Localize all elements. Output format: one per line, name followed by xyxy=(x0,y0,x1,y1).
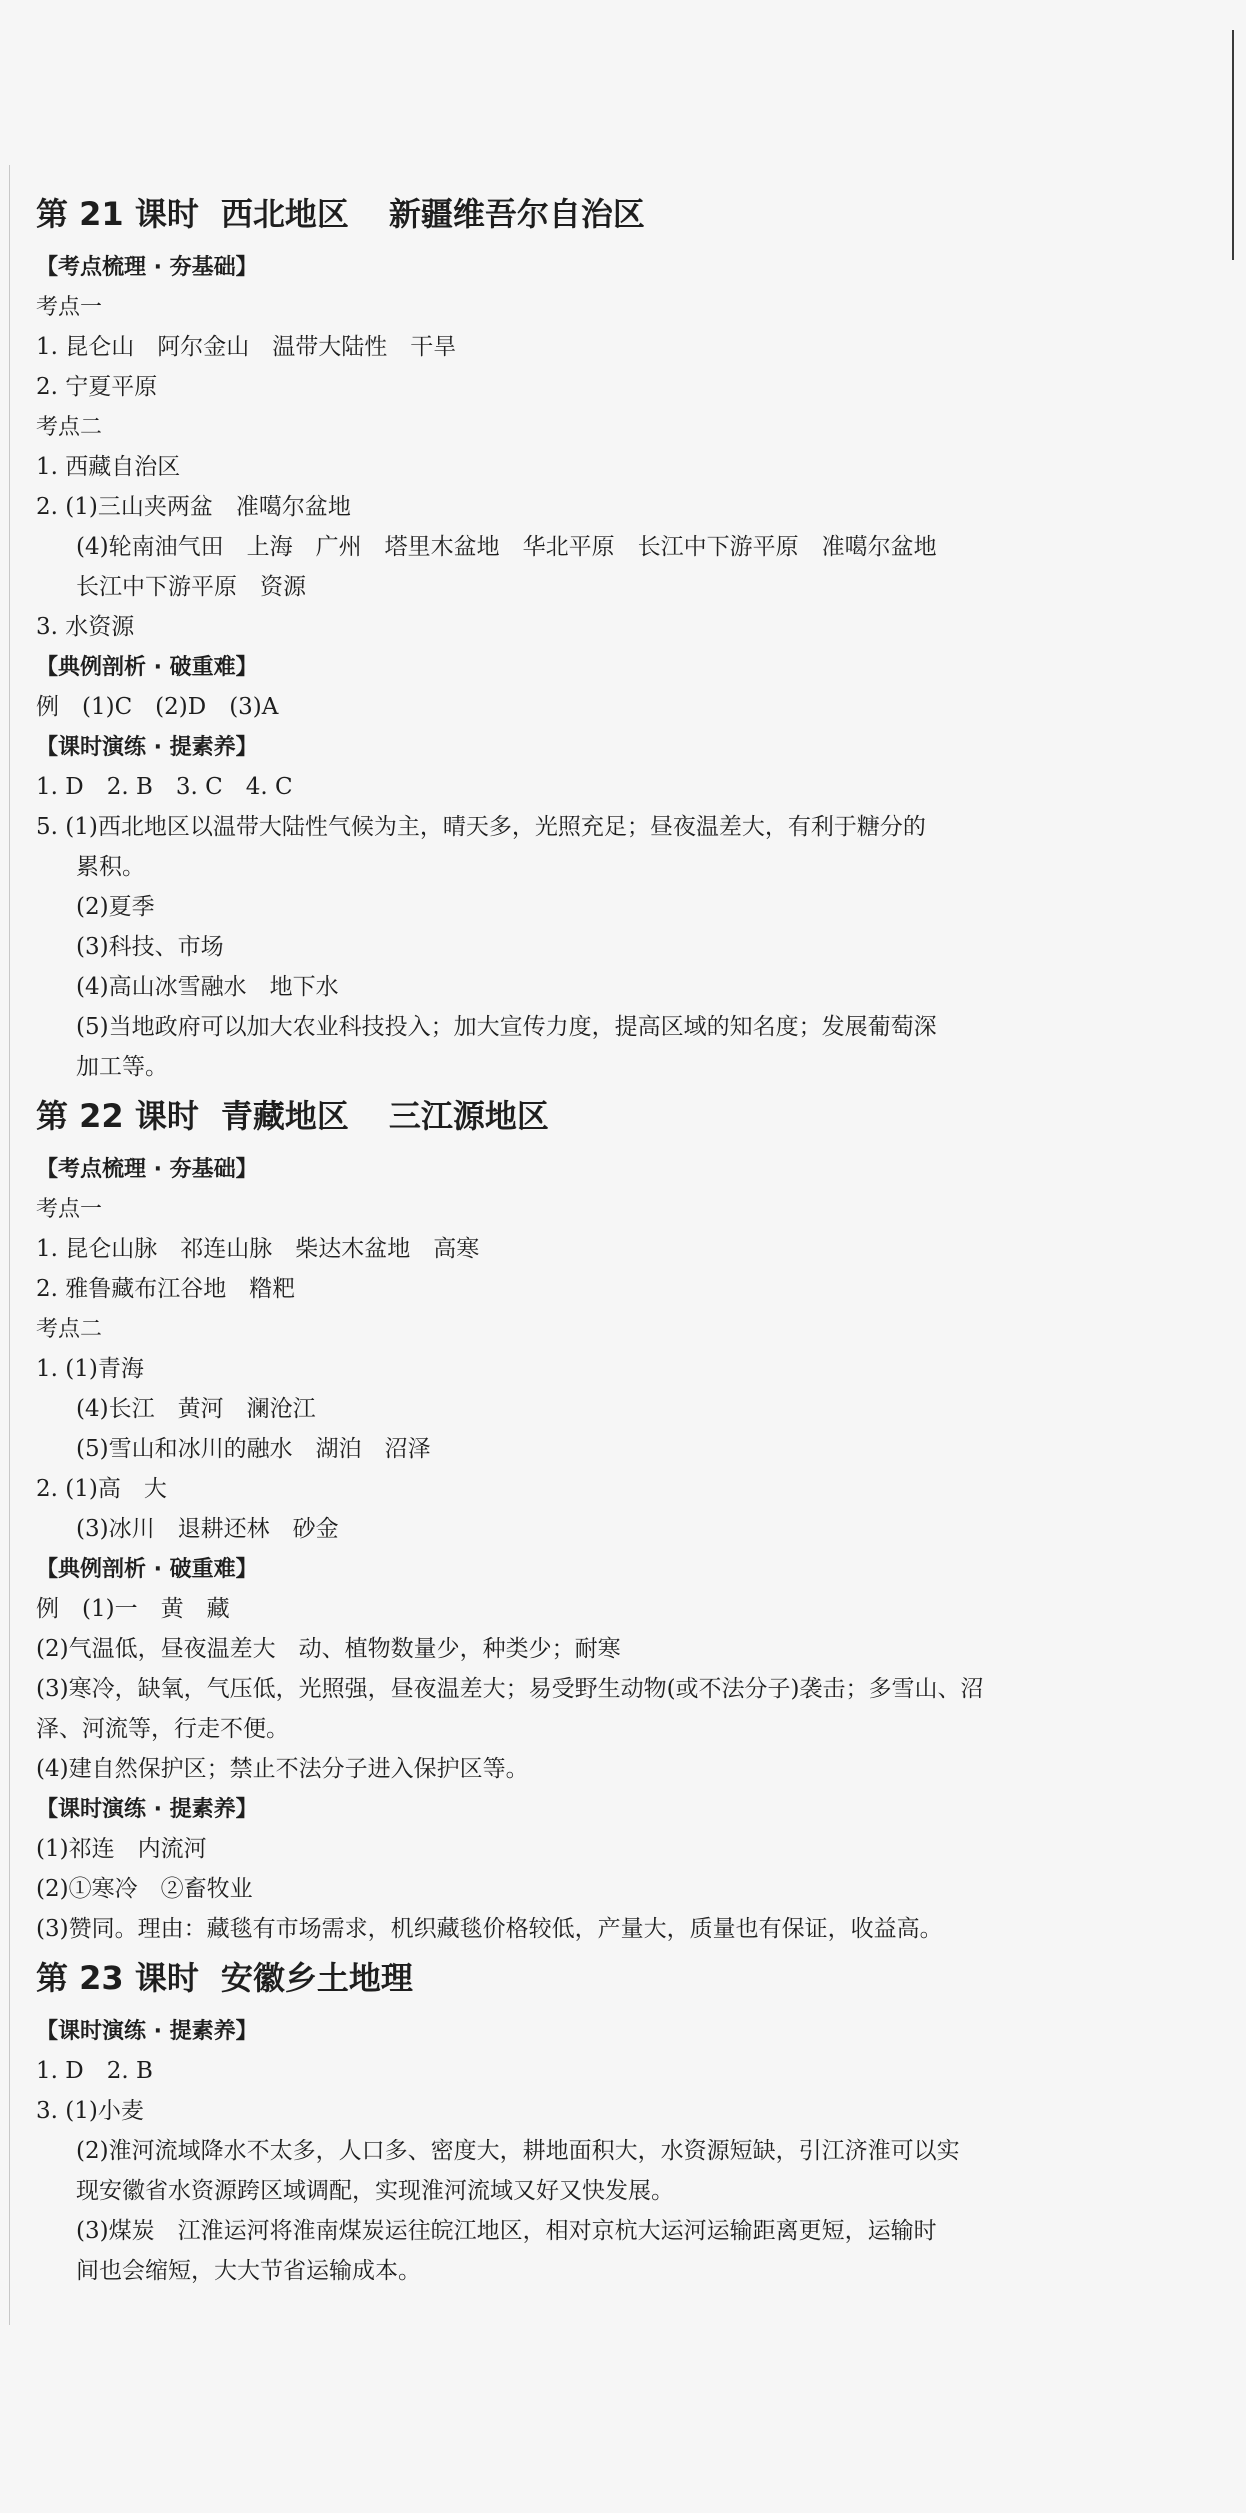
answer-line xyxy=(36,1709,1196,1749)
line-text: (3)寒冷，缺氧，气压低，光照强，昼夜温差大；易受野生动物(或不法分子)袭击；多雪山、沼 xyxy=(36,1676,984,1702)
line-text: 【课时演练 · 提素养】 xyxy=(36,2019,258,2044)
lesson-23-title: 安徽乡土地理 xyxy=(220,1959,413,1997)
line-text: 1. D 2. B xyxy=(36,2058,153,2084)
lesson-22-lines xyxy=(36,1149,1196,1949)
subsection-label xyxy=(36,407,1196,447)
line-text: 间也会缩短，大大节省运输成本。 xyxy=(76,2258,421,2284)
answer-line xyxy=(36,1349,1196,1389)
lesson-23-number: 第 23 课时 xyxy=(36,1959,199,1997)
answer-line xyxy=(36,447,1196,487)
line-text: (2)①寒冷 ②畜牧业 xyxy=(36,1876,253,1902)
line-text: (2)夏季 xyxy=(76,894,155,920)
lesson-21-lines xyxy=(36,247,1196,1087)
page-edge-rule xyxy=(1232,30,1234,260)
line-text: 【考点梳理 · 夯基础】 xyxy=(36,255,258,280)
line-text: 1. (1)青海 xyxy=(36,1356,144,1382)
answer-line xyxy=(36,1869,1196,1909)
answer-line xyxy=(36,1829,1196,1869)
answer-line-indented xyxy=(36,1047,1196,1087)
answer-line-indented xyxy=(36,2131,1196,2171)
line-text: (2)淮河流域降水不太多，人口多、密度大，耕地面积大，水资源短缺，引江济淮可以实 xyxy=(76,2138,960,2164)
line-text: (1)祁连 内流河 xyxy=(36,1836,207,1862)
subsection-label xyxy=(36,1189,1196,1229)
answer-line-indented xyxy=(36,1509,1196,1549)
line-text: 【课时演练 · 提素养】 xyxy=(36,735,258,760)
line-text: 1. D 2. B 3. C 4. C xyxy=(36,774,293,800)
line-text: (5)当地政府可以加大农业科技投入；加大宣传力度，提高区域的知名度；发展葡萄深 xyxy=(76,1014,937,1040)
section-tag xyxy=(36,2011,1196,2051)
line-text: (4)建自然保护区；禁止不法分子进入保护区等。 xyxy=(36,1756,529,1782)
answer-line-indented xyxy=(36,847,1196,887)
line-text: 2. (1)三山夹两盆 准噶尔盆地 xyxy=(36,494,351,520)
lesson-22-number: 第 22 课时 xyxy=(36,1097,199,1135)
line-text: 加工等。 xyxy=(76,1054,168,1080)
answer-line xyxy=(36,687,1196,727)
line-text: 2. 宁夏平原 xyxy=(36,374,158,400)
line-text: 长江中下游平原 资源 xyxy=(76,574,306,600)
line-text: 2. 雅鲁藏布江谷地 糌粑 xyxy=(36,1276,296,1302)
answer-line-indented xyxy=(36,1429,1196,1469)
line-text: (4)轮南油气田 上海 广州 塔里木盆地 华北平原 长江中下游平原 准噶尔盆地 xyxy=(76,534,937,560)
section-tag xyxy=(36,1549,1196,1589)
lesson-22-heading xyxy=(36,1091,1196,1143)
line-text: 现安徽省水资源跨区域调配，实现淮河流域又好又快发展。 xyxy=(76,2178,674,2204)
answer-line-indented xyxy=(36,2211,1196,2251)
lesson-21-title: 西北地区 xyxy=(220,195,349,233)
line-text: 泽、河流等，行走不便。 xyxy=(36,1716,289,1742)
section-tag xyxy=(36,247,1196,287)
answer-line xyxy=(36,2051,1196,2091)
line-text: (2)气温低，昼夜温差大 动、植物数量少，种类少；耐寒 xyxy=(36,1636,621,1662)
lesson-22-section xyxy=(36,1091,1196,1949)
line-text: 1. 西藏自治区 xyxy=(36,454,181,480)
section-tag xyxy=(36,1149,1196,1189)
line-text: 3. 水资源 xyxy=(36,614,135,640)
answer-line xyxy=(36,327,1196,367)
lesson-23-section xyxy=(36,1953,1196,2291)
answer-line-indented xyxy=(36,967,1196,1007)
line-text: 5. (1)西北地区以温带大陆性气候为主，晴天多，光照充足；昼夜温差大，有利于糖分的 xyxy=(36,814,926,840)
lesson-22-title: 青藏地区 xyxy=(220,1097,349,1135)
lesson-23-lines xyxy=(36,2011,1196,2291)
left-margin-rule xyxy=(9,165,10,2325)
line-text: 例 (1)一 黄 藏 xyxy=(36,1596,230,1622)
line-text: 考点二 xyxy=(36,1317,103,1342)
answer-line xyxy=(36,1629,1196,1669)
answer-line xyxy=(36,1269,1196,1309)
line-text: 考点一 xyxy=(36,1197,103,1222)
line-text: 【课时演练 · 提素养】 xyxy=(36,1797,258,1822)
line-text: 【考点梳理 · 夯基础】 xyxy=(36,1157,258,1182)
line-text: 2. (1)高 大 xyxy=(36,1476,167,1502)
line-text: 考点一 xyxy=(36,295,103,320)
line-text: (5)雪山和冰川的融水 湖泊 沼泽 xyxy=(76,1436,431,1462)
line-text: (3)科技、市场 xyxy=(76,934,224,960)
answer-line-indented xyxy=(36,567,1196,607)
lesson-23-heading xyxy=(36,1953,1196,2005)
line-text: (3)冰川 退耕还林 砂金 xyxy=(76,1516,339,1542)
line-text: 【典例剖析 · 破重难】 xyxy=(36,1557,258,1582)
lesson-22-subtitle: 三江源地区 xyxy=(388,1097,549,1135)
line-text: 【典例剖析 · 破重难】 xyxy=(36,655,258,680)
line-text: 3. (1)小麦 xyxy=(36,2098,144,2124)
answer-line xyxy=(36,487,1196,527)
line-text: (4)长江 黄河 澜沧江 xyxy=(76,1396,316,1422)
answer-line xyxy=(36,367,1196,407)
answer-line xyxy=(36,807,1196,847)
answer-content xyxy=(36,185,1196,2291)
answer-line xyxy=(36,1669,1196,1709)
answer-line-indented xyxy=(36,1389,1196,1429)
answer-line xyxy=(36,2091,1196,2131)
answer-line xyxy=(36,1589,1196,1629)
answer-line-indented xyxy=(36,2251,1196,2291)
lesson-21-section xyxy=(36,189,1196,1087)
lesson-21-number: 第 21 课时 xyxy=(36,195,199,233)
section-tag xyxy=(36,727,1196,767)
lesson-21-subtitle: 新疆维吾尔自治区 xyxy=(388,195,645,233)
section-tag xyxy=(36,647,1196,687)
subsection-label xyxy=(36,287,1196,327)
answer-line xyxy=(36,1229,1196,1269)
answer-line xyxy=(36,1749,1196,1789)
answer-line-indented xyxy=(36,2171,1196,2211)
answer-line-indented xyxy=(36,887,1196,927)
answer-line xyxy=(36,1469,1196,1509)
line-text: 1. 昆仑山脉 祁连山脉 柴达木盆地 高寒 xyxy=(36,1236,480,1262)
answer-line-indented xyxy=(36,1007,1196,1047)
line-text: (3)赞同。理由：藏毯有市场需求，机织藏毯价格较低，产量大，质量也有保证，收益高。 xyxy=(36,1916,943,1942)
answer-line xyxy=(36,607,1196,647)
subsection-label xyxy=(36,1309,1196,1349)
line-text: (3)煤炭 江淮运河将淮南煤炭运往皖江地区，相对京杭大运河运输距离更短，运输时 xyxy=(76,2218,937,2244)
section-tag xyxy=(36,1789,1196,1829)
lesson-21-heading xyxy=(36,189,1196,241)
line-text: 例 (1)C (2)D (3)A xyxy=(36,694,279,720)
line-text: 累积。 xyxy=(76,854,145,880)
answer-line-indented xyxy=(36,527,1196,567)
answer-line xyxy=(36,1909,1196,1949)
answer-line xyxy=(36,767,1196,807)
line-text: 考点二 xyxy=(36,415,103,440)
line-text: 1. 昆仑山 阿尔金山 温带大陆性 干旱 xyxy=(36,334,457,360)
answer-line-indented xyxy=(36,927,1196,967)
line-text: (4)高山冰雪融水 地下水 xyxy=(76,974,339,1000)
